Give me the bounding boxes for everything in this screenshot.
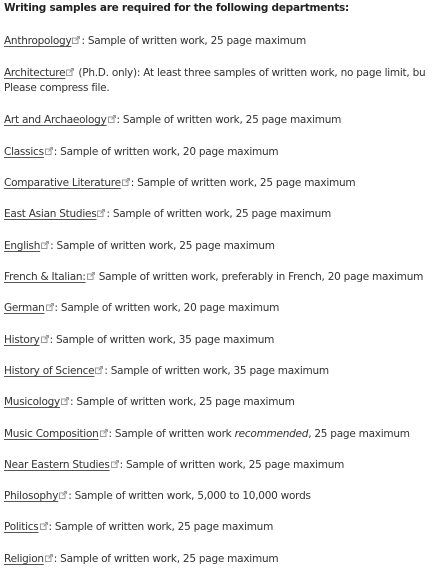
external-link-icon xyxy=(122,178,130,186)
requirement-text: : Sample of written work, 25 page maximum xyxy=(106,208,332,220)
external-link-icon xyxy=(40,522,48,530)
department-entry xyxy=(4,176,433,191)
requirement-text: : Sample of written work, 20 page maximum xyxy=(53,146,279,158)
department-entry xyxy=(4,552,433,567)
department-link[interactable]: Art and Archaeology xyxy=(4,114,107,126)
requirement-text: (Ph.D. only): At least three samples of written work, no page limit, bu xyxy=(75,67,426,79)
external-link-icon xyxy=(108,115,116,123)
requirement-text: : Sample of written work, 25 page maximum xyxy=(130,177,356,189)
requirement-text: : Sample of written work, 25 page maximum xyxy=(53,553,279,565)
external-link-icon xyxy=(46,303,54,311)
department-link[interactable]: Comparative Literature xyxy=(4,177,121,189)
external-link-icon xyxy=(45,554,53,562)
requirement-text: : Sample of written work, 25 page maximum xyxy=(119,459,345,471)
department-link[interactable]: Anthropology xyxy=(4,35,72,47)
external-link-icon xyxy=(87,272,95,280)
requirement-text-continued: , 25 page maximum xyxy=(308,428,410,440)
requirement-text: : Sample of written work, 25 page maximum xyxy=(70,396,295,408)
department-link[interactable]: Architecture xyxy=(4,67,66,79)
department-entry xyxy=(4,239,433,254)
department-link[interactable]: Music Composition xyxy=(4,428,99,440)
requirement-text: : Sample of written work, 25 page maximum xyxy=(81,35,306,47)
department-entry xyxy=(4,34,433,49)
department-entry xyxy=(4,301,433,316)
external-link-icon xyxy=(41,335,49,343)
requirement-text: : Sample of written work, 25 page maximum xyxy=(116,114,342,126)
department-entry xyxy=(4,489,433,504)
department-entry xyxy=(4,395,433,410)
department-entry xyxy=(4,333,433,348)
department-link[interactable]: English xyxy=(4,240,41,252)
department-link[interactable]: French & Italian: xyxy=(4,271,86,283)
requirement-text: : Sample of written work, 20 page maximum xyxy=(54,302,280,314)
department-entry xyxy=(4,145,433,160)
requirement-text: : Sample of written work, 25 page maximum xyxy=(48,521,274,533)
requirement-text: : Sample of written work, 35 page maximum xyxy=(49,334,275,346)
external-link-icon xyxy=(66,68,74,76)
department-entry xyxy=(4,364,433,379)
external-link-icon xyxy=(111,460,119,468)
external-link-icon xyxy=(41,241,49,249)
external-link-icon xyxy=(95,366,103,374)
department-link[interactable]: History xyxy=(4,334,40,346)
department-link[interactable]: Politics xyxy=(4,521,39,533)
department-entry xyxy=(4,427,433,442)
external-link-icon xyxy=(45,147,53,155)
department-entry xyxy=(4,520,433,535)
department-entry xyxy=(4,66,433,96)
requirement-text: Sample of written work, preferably in French, 20 page maximum xyxy=(95,271,424,283)
department-entry xyxy=(4,270,433,285)
department-link[interactable]: Philosophy xyxy=(4,490,59,502)
requirement-text: : Sample of written work, 5,000 to 10,000 words xyxy=(68,490,311,502)
external-link-icon xyxy=(72,36,80,44)
department-entry xyxy=(4,207,433,222)
external-link-icon xyxy=(59,491,67,499)
requirement-note: Please compress file. xyxy=(4,82,110,94)
department-entry xyxy=(4,113,433,128)
department-link[interactable]: Near Eastern Studies xyxy=(4,459,110,471)
requirement-text: : Sample of written work xyxy=(108,428,235,440)
department-link[interactable]: Classics xyxy=(4,146,44,158)
department-entry xyxy=(4,458,433,473)
emphasized-text: recommended xyxy=(234,428,309,440)
department-link[interactable]: History of Science xyxy=(4,365,95,377)
external-link-icon xyxy=(61,397,69,405)
department-link[interactable]: Musicology xyxy=(4,396,61,408)
external-link-icon xyxy=(100,429,108,437)
requirement-text: : Sample of written work, 35 page maximum xyxy=(104,365,329,377)
page-heading: Writing samples are required for the following departments: xyxy=(4,2,349,14)
department-link[interactable]: German xyxy=(4,302,45,314)
external-link-icon xyxy=(97,209,105,217)
department-link[interactable]: Religion xyxy=(4,553,44,565)
department-link[interactable]: East Asian Studies xyxy=(4,208,97,220)
requirement-text: : Sample of written work, 25 page maximum xyxy=(50,240,275,252)
